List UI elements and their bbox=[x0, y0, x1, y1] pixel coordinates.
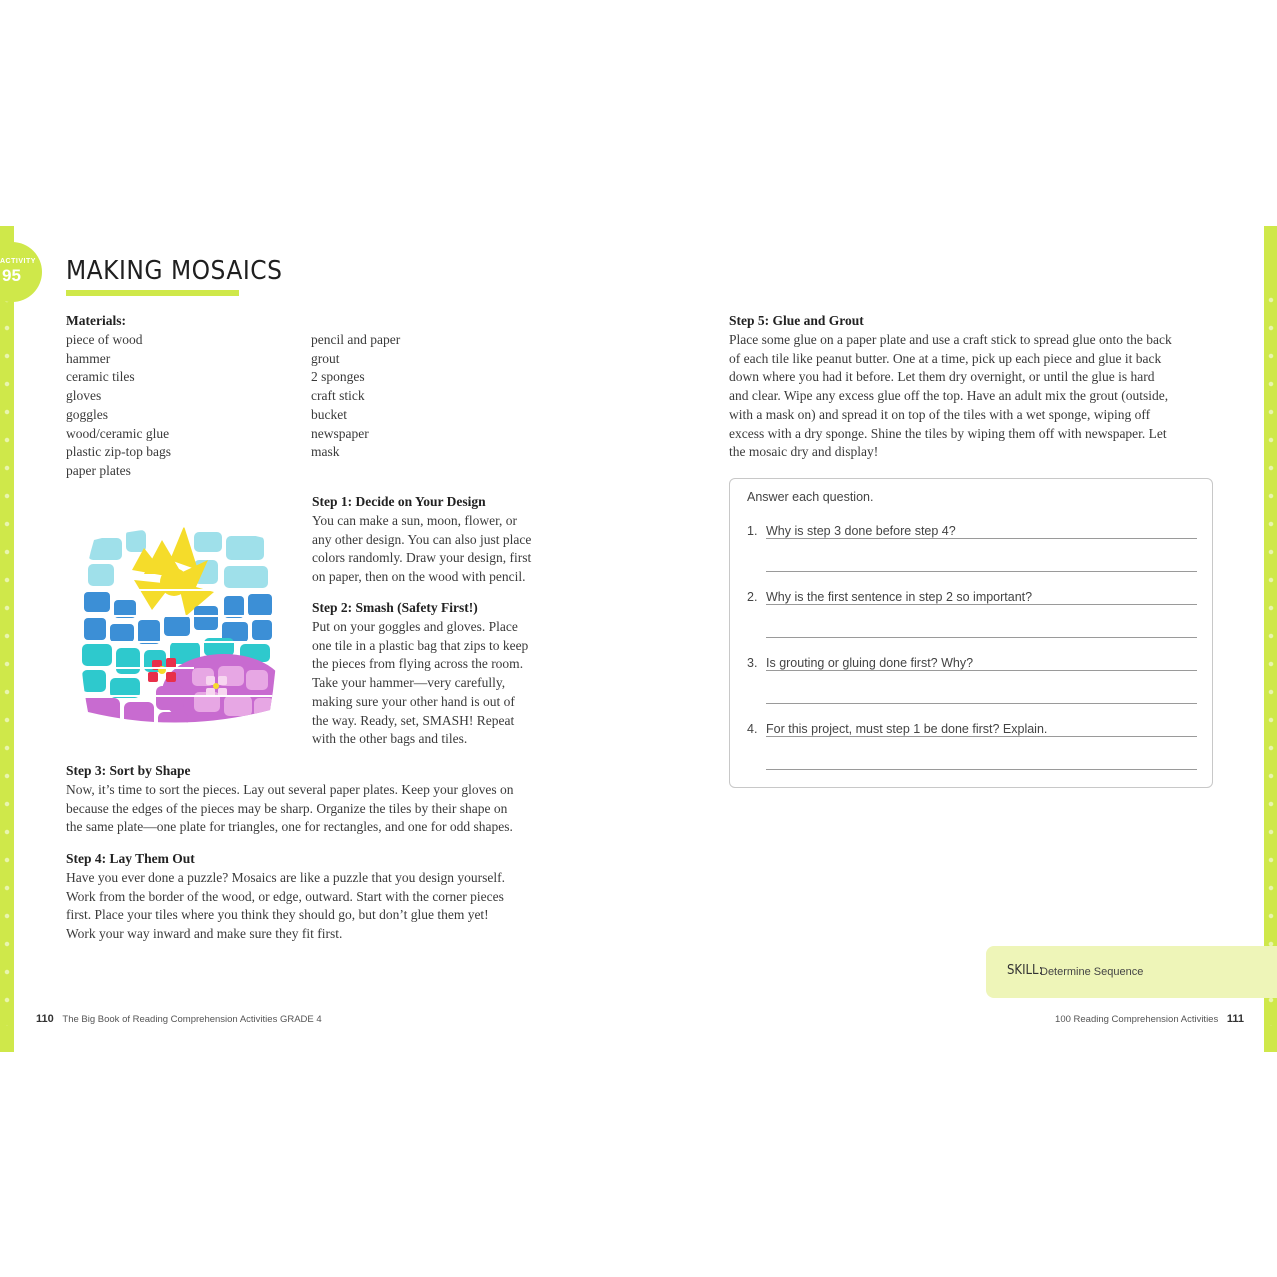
text-line: Put on your goggles and gloves. Place bbox=[312, 619, 518, 634]
page-number-right: 111 bbox=[1226, 1013, 1244, 1025]
list-item: mask bbox=[311, 444, 340, 460]
text-line: the same plate—one plate for triangles, one for rectangles, and one for odd shapes. bbox=[66, 819, 513, 835]
skill-tag bbox=[986, 946, 1277, 998]
question-text: Is grouting or gluing done first? Why? bbox=[766, 656, 976, 670]
skill-value: Determine Sequence bbox=[1040, 966, 1144, 978]
footer-left-text: The Big Book of Reading Comprehension Activities GRADE 4 bbox=[62, 1014, 322, 1025]
text-line: Work from the border of the wood, or edge, outward. Start with the corner pieces bbox=[66, 888, 504, 904]
text-line: the pieces from flying across the room. bbox=[312, 656, 524, 672]
question-text: Why is step 3 done before step 4? bbox=[766, 524, 959, 538]
list-item: gloves bbox=[66, 388, 102, 404]
text-line: Have you ever done a puzzle? Mosaics are like a puzzle that you design yourself. bbox=[66, 870, 505, 885]
answer-line[interactable] bbox=[766, 538, 1197, 539]
text-line: the mosaic dry and display! bbox=[729, 444, 879, 460]
text-line: colors randomly. Draw your design, first bbox=[312, 550, 532, 566]
text-line: on paper, then on the wood with pencil. bbox=[312, 569, 526, 585]
step2-heading: Step 2: Smash (Safety First!) bbox=[312, 600, 478, 615]
list-item: bucket bbox=[311, 406, 347, 422]
text-line: Work your way inward and make sure they fit first. bbox=[66, 926, 343, 942]
list-item: newspaper bbox=[311, 425, 369, 441]
text-line: and clear. Wipe any excess glue off the top. Have an adult mix the grout (outside, bbox=[729, 388, 1169, 404]
questions-box bbox=[729, 478, 1213, 788]
text-line: because the edges of the pieces may be sharp. Organize the tiles by their shape on bbox=[66, 800, 508, 816]
text-line: excess with a dry sponge. Shine the tiles by wiping them off with newspaper. Let bbox=[729, 425, 1167, 441]
text-line: of each tile like peanut butter. One at a time, pick up each piece and glue it back bbox=[729, 350, 1162, 366]
list-item: wood/ceramic glue bbox=[66, 425, 170, 441]
footer-right bbox=[1055, 1013, 1244, 1025]
book-spread bbox=[0, 226, 1277, 1052]
footer-right-text: 100 Reading Comprehension Activities bbox=[1055, 1014, 1219, 1025]
list-item: 2 sponges bbox=[311, 369, 365, 385]
text-line: one tile in a plastic bag that zips to keep bbox=[312, 637, 529, 653]
step4-heading: Step 4: Lay Them Out bbox=[66, 851, 195, 866]
materials-list-1 bbox=[66, 331, 171, 481]
list-item: plastic zip-top bags bbox=[66, 444, 171, 460]
left-edge-band bbox=[0, 226, 14, 1052]
answer-line[interactable] bbox=[766, 670, 1197, 671]
edge-dots bbox=[1264, 286, 1277, 1026]
activity-number: 95 bbox=[2, 266, 21, 285]
text-line: with the other bags and tiles. bbox=[312, 731, 468, 747]
question-number: 3. bbox=[747, 656, 758, 670]
step5-text bbox=[729, 331, 1172, 462]
text-line: You can make a sun, moon, flower, or bbox=[312, 513, 518, 528]
answer-line[interactable] bbox=[766, 769, 1197, 770]
questions-intro: Answer each question. bbox=[747, 490, 874, 504]
step5-heading: Step 5: Glue and Grout bbox=[729, 313, 864, 328]
list-item: grout bbox=[311, 350, 340, 366]
text-line: with a mask on) and spread it on top of the tiles with a wet sponge, wiping off bbox=[729, 406, 1151, 422]
mosaic-illustration bbox=[74, 520, 284, 732]
list-item: paper plates bbox=[66, 462, 131, 478]
list-item: ceramic tiles bbox=[66, 369, 135, 385]
text-line: any other design. You can also just place bbox=[312, 531, 532, 547]
footer-left bbox=[36, 1013, 322, 1025]
list-item: craft stick bbox=[311, 388, 365, 404]
page-title: MAKING MOSAICS bbox=[66, 256, 283, 286]
question-number: 4. bbox=[747, 722, 758, 736]
step1-heading: Step 1: Decide on Your Design bbox=[312, 494, 486, 509]
question-number: 1. bbox=[747, 524, 758, 538]
activity-badge bbox=[0, 242, 42, 302]
materials-heading: Materials: bbox=[66, 313, 126, 328]
question-number: 2. bbox=[747, 590, 758, 604]
page-number-left: 110 bbox=[36, 1013, 54, 1025]
activity-label: ACTIVITY bbox=[0, 258, 36, 265]
list-item: goggles bbox=[66, 406, 108, 422]
text-line: Now, it’s time to sort the pieces. Lay out several paper plates. Keep your gloves on bbox=[66, 782, 514, 797]
right-edge-band bbox=[1264, 226, 1277, 1052]
answer-line[interactable] bbox=[766, 736, 1197, 737]
text-line: down where you had it before. Let them dry overnight, or until the glue is hard bbox=[729, 369, 1155, 385]
skill-label: SKILL: bbox=[1007, 963, 1043, 978]
step1-text bbox=[312, 512, 531, 587]
list-item: pencil and paper bbox=[311, 332, 401, 347]
text-line: Place some glue on a paper plate and use a craft stick to spread glue onto the back bbox=[729, 332, 1172, 347]
list-item: piece of wood bbox=[66, 332, 143, 347]
question-text: For this project, must step 1 be done first? Explain. bbox=[766, 722, 1050, 736]
step4-text bbox=[66, 869, 505, 944]
step2-text bbox=[312, 618, 528, 749]
step3-text bbox=[66, 781, 514, 837]
materials-list-2 bbox=[311, 331, 400, 462]
answer-line[interactable] bbox=[766, 637, 1197, 638]
step3-heading: Step 3: Sort by Shape bbox=[66, 763, 191, 778]
answer-line[interactable] bbox=[766, 604, 1197, 605]
text-line: first. Place your tiles where you think they should go, but don’t glue them yet! bbox=[66, 907, 489, 923]
list-item: hammer bbox=[66, 350, 111, 366]
title-underline bbox=[66, 290, 239, 296]
answer-line[interactable] bbox=[766, 703, 1197, 704]
answer-line[interactable] bbox=[766, 571, 1197, 572]
edge-dots bbox=[0, 286, 14, 1026]
text-line: making sure your other hand is out of bbox=[312, 693, 515, 709]
text-line: Take your hammer—very carefully, bbox=[312, 675, 506, 691]
question-text: Why is the first sentence in step 2 so important? bbox=[766, 590, 1035, 604]
text-line: the way. Ready, set, SMASH! Repeat bbox=[312, 712, 515, 728]
